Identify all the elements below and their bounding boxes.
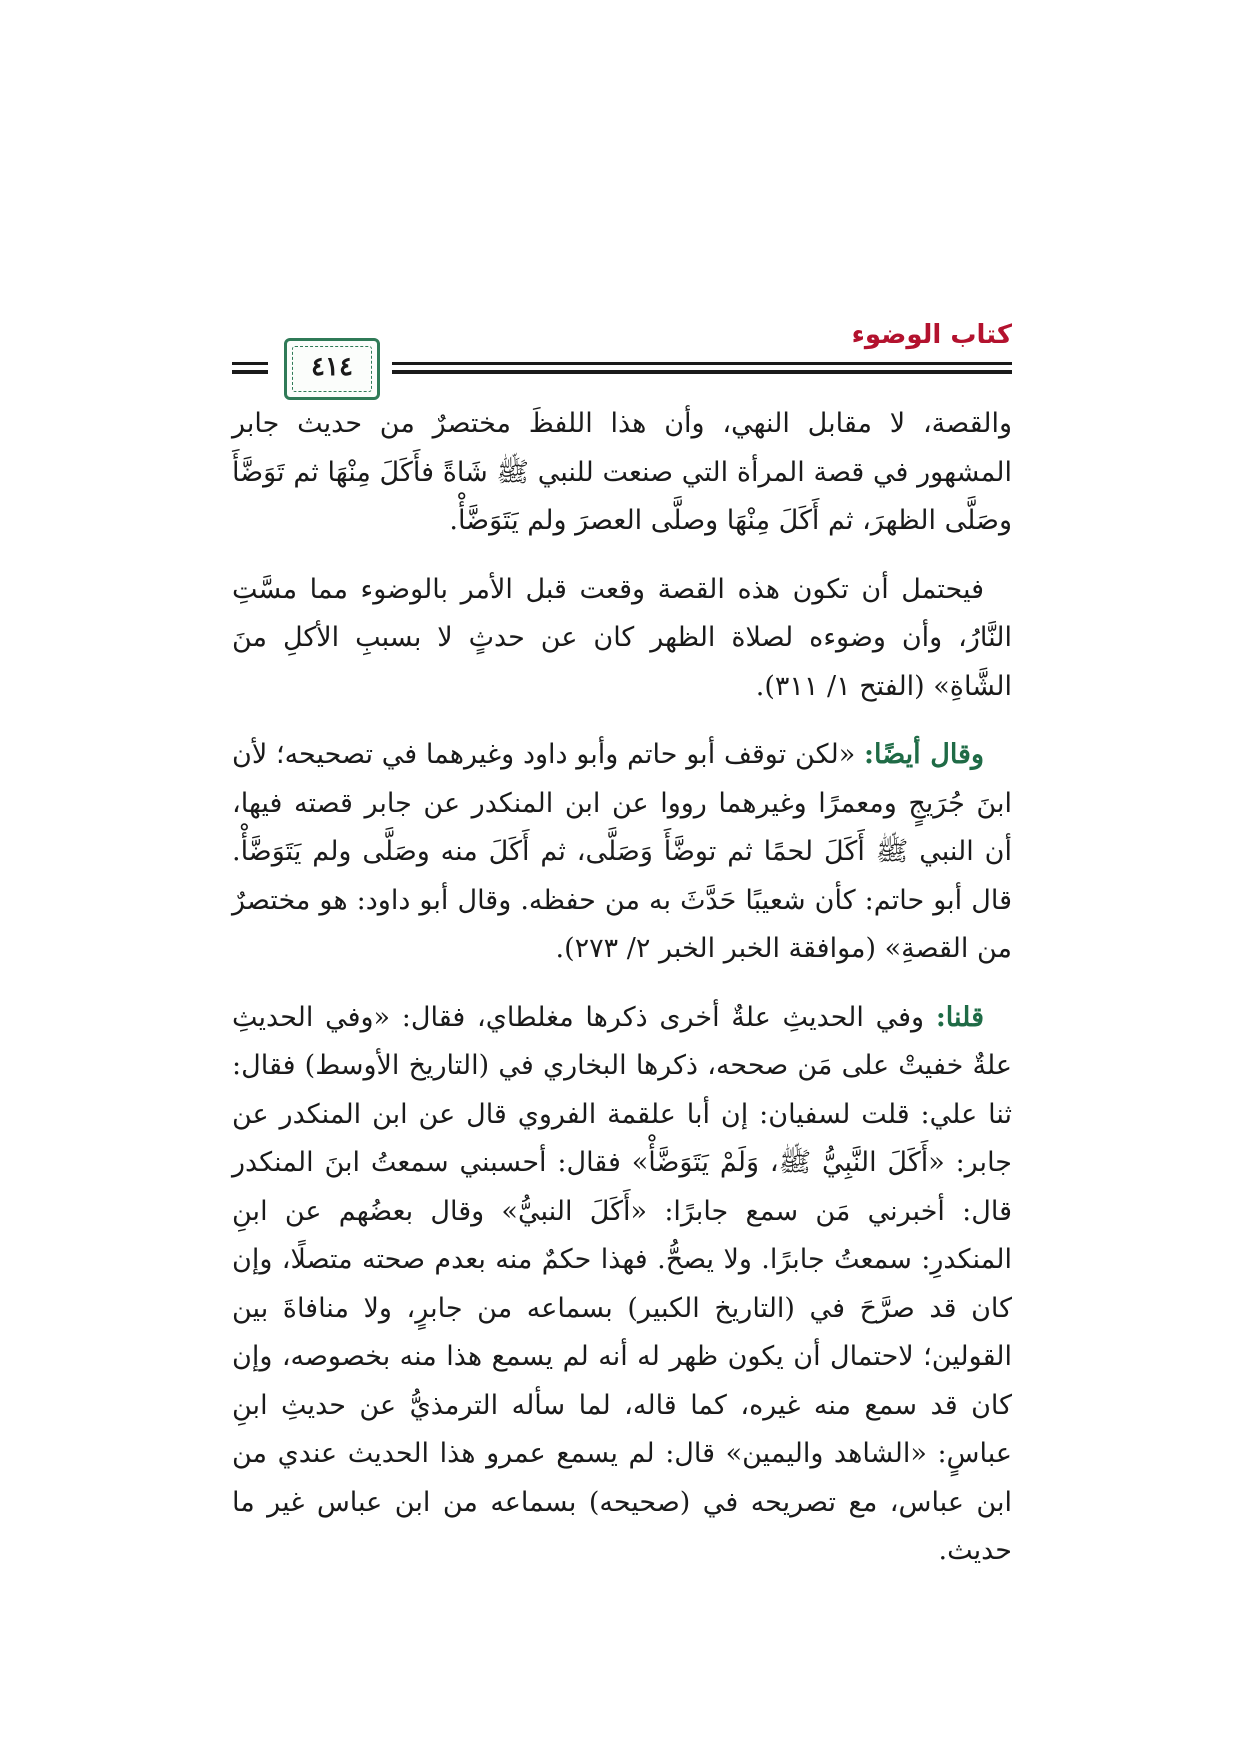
page-header	[232, 312, 1012, 384]
page-number: ٤١٤	[311, 352, 353, 382]
paragraph-4	[232, 994, 1012, 1576]
body-text	[232, 400, 1012, 1576]
header-rule-left-top	[232, 362, 268, 365]
book-title: كتاب الوضوء	[851, 320, 1012, 350]
paragraph-3-lead: وقال أيضًا:	[864, 739, 985, 770]
paragraph-1	[232, 400, 1012, 546]
paragraph-1-text: والقصة، لا مقابل النهي، وأن هذا اللفظَ مختصرٌ من حديث جابر المشهور في قصة المرأة التي صنعت للنبي ﷺ شَاةً فأَكَلَ مِنْهَا ثم تَوَضَّأَ وصَلَّى الظهرَ، ثم أَكَلَ مِنْهَا وصلَّى العصرَ ولم يَتَوَضَّأْ.	[232, 408, 1012, 536]
paragraph-3-text: «لكن توقف أبو حاتم وأبو داود وغيرهما في تصحيحه؛ لأن ابنَ جُرَيجٍ ومعمرًا وغيرهما رووا عن ابن المنكدر عن جابر قصته فيها، أن النبي ﷺ أَكَلَ لحمًا ثم توضَّأَ وَصَلَّى، ثم أَكَلَ منه وصَلَّى ولم يَتَوَضَّأْ. قال أبو حاتم: كأن شعيبًا حَدَّثَ به من حفظه. وقال أبو داود: هو مختصرٌ من القصةِ» (موافقة الخبر الخبر ٢/ ٢٧٣).	[232, 739, 1012, 964]
paragraph-4-text: وفي الحديثِ علةٌ أخرى ذكرها مغلطاي، فقال: «وفي الحديثِ علةٌ خفيتْ على مَن صححه، ذكرها البخاري في (التاريخ الأوسط) فقال: ثنا علي: قلت لسفيان: إن أبا علقمة الفروي قال عن ابن المنكدر عن جابر: «أَكَلَ النَّبِيُّ ﷺ، وَلَمْ يَتَوَضَّأْ» فقال: أحسبني سمعتُ ابنَ المنكدر قال: أخبرني مَن سمع جابرًا: «أَكَلَ النبيُّ» وقال بعضُهم عن ابنِ المنكدرِ: سمعتُ جابرًا. ولا يصحُّ. فهذا حكمٌ منه بعدم صحته متصلًا، وإن كان قد صرَّحَ في (التاريخ الكبير) بسماعه من جابرٍ، ولا منافاةَ بين القولين؛ لاحتمال أن يكون ظهر له أنه لم يسمع هذا منه بخصوصه، وإن كان قد سمع منه غيره، كما قاله، لما سأله الترمذيُّ عن حديثِ ابنِ عباسٍ: «الشاهد واليمين» قال: لم يسمع عمرو هذا الحديث عندي من ابن عباس، مع تصريحه في (صحيحه) بسماعه من ابن عباس غير ما حديث.	[232, 1001, 1012, 1566]
paragraph-2	[232, 566, 1012, 712]
paragraph-2-text: فيحتمل أن تكون هذه القصة وقعت قبل الأمر بالوضوء مما مسَّتِ النَّارُ، وأن وضوءه لصلاة الظهر كان عن حدثٍ لا بسببِ الأكلِ منَ الشَّاةِ» (الفتح ١/ ٣١١).	[232, 573, 1012, 702]
header-rule-top	[392, 362, 1012, 365]
paragraph-3	[232, 731, 1012, 974]
page-number-ornament	[284, 338, 380, 400]
paragraph-4-lead: قلنا:	[935, 1001, 984, 1033]
header-rule-bottom	[392, 370, 1012, 374]
header-rule-left-bottom	[232, 370, 268, 374]
